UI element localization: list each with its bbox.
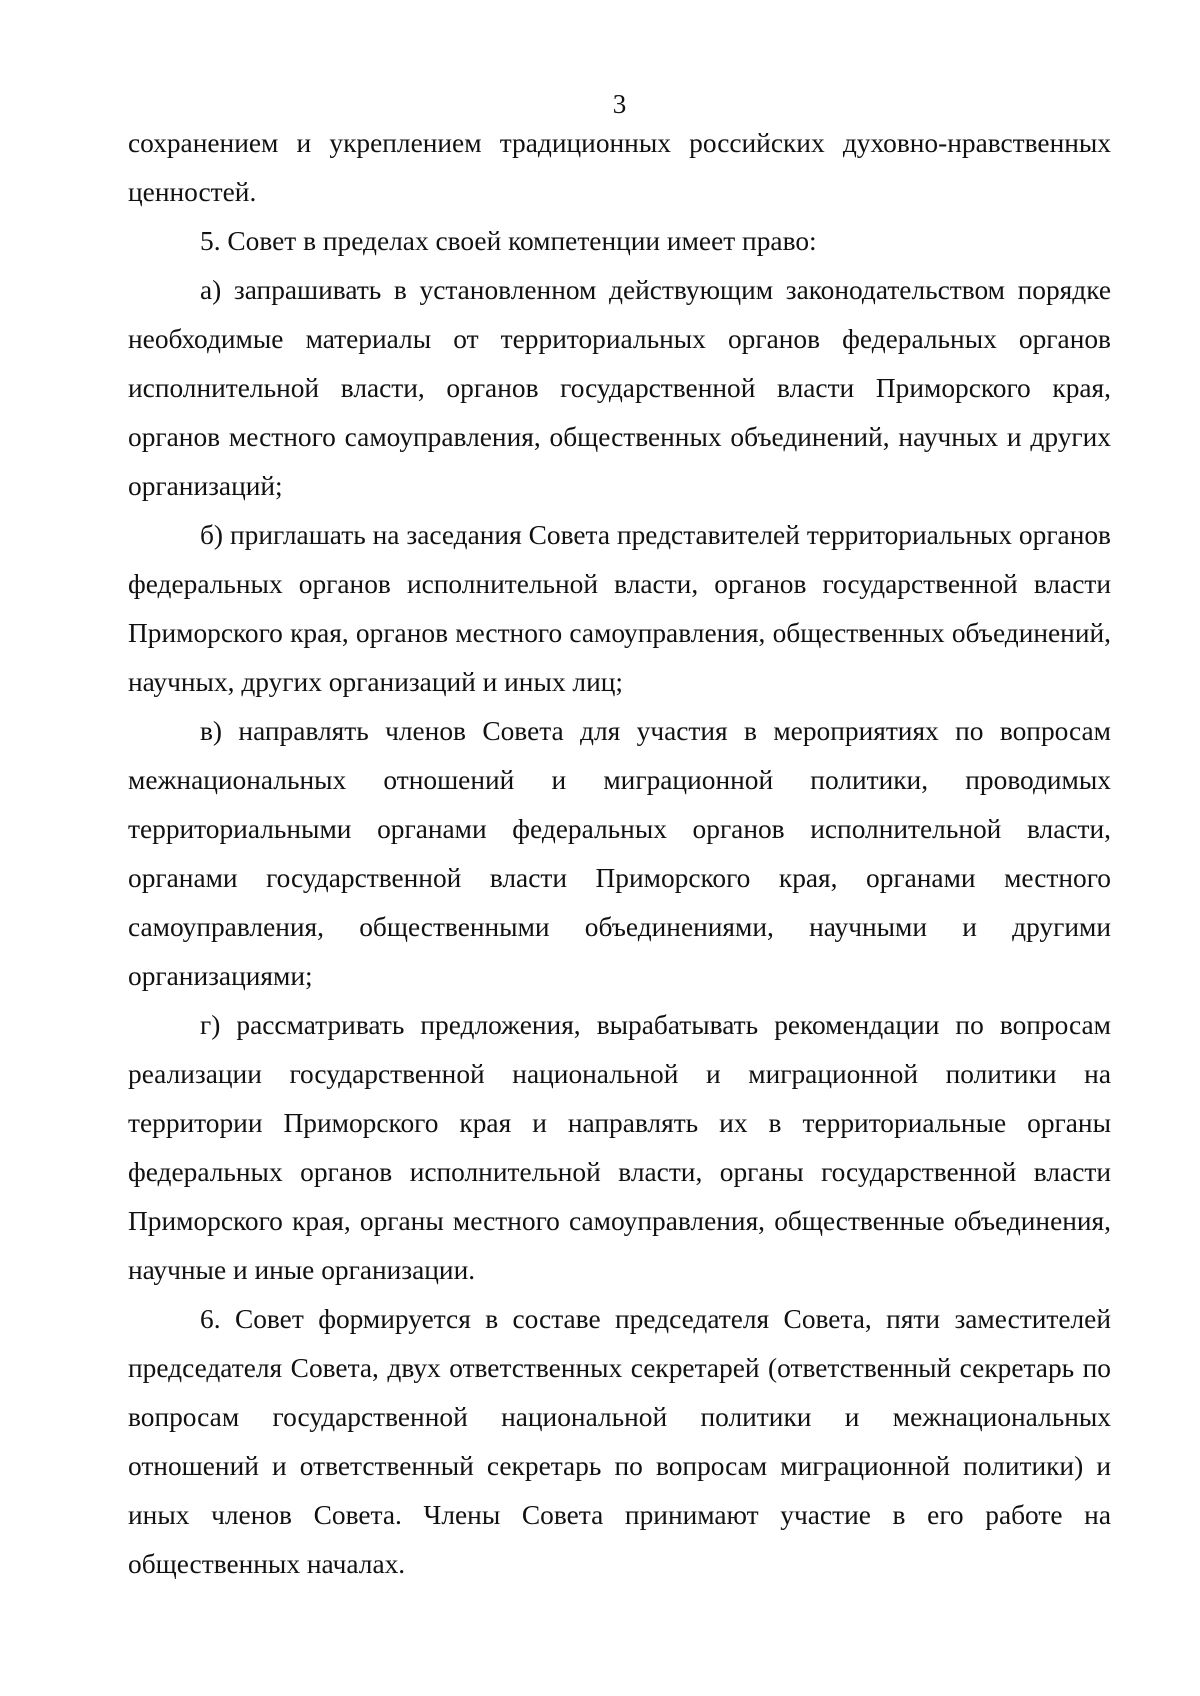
paragraph-item-5: 5. Совет в пределах своей компетенции имеет право: bbox=[200, 226, 817, 256]
paragraph-item-5b: б) приглашать на заседания Совета представителей территориальных органов федеральных органов исполнительной власти, органов государственной власти Приморского края, органов местного самоуправления, общественных объединений, научных, других организаций и иных лиц; bbox=[128, 520, 1111, 697]
paragraph-item-5a: а) запрашивать в установленном действующим законодательством порядке необходимые материалы от территориальных органов федеральных органов исполнительной власти, органов государственной власти Приморского края, органов местного самоуправления, общественных объединений, научных и других организаций; bbox=[128, 275, 1111, 501]
document-body bbox=[128, 119, 1111, 1589]
paragraph-item-5g: г) рассматривать предложения, вырабатывать рекомендации по вопросам реализации государственной национальной и миграционной политики на территории Приморского края и направлять их в территориальные органы федеральных органов исполнительной власти, органы государственной власти Приморского края, органы местного самоуправления, общественные объединения, научные и иные организации. bbox=[128, 1010, 1111, 1285]
paragraph-continuation: сохранением и укреплением традиционных российских духовно-нравственных ценностей. bbox=[128, 128, 1111, 207]
paragraph-item-5v: в) направлять членов Совета для участия в мероприятиях по вопросам межнациональных отношений и миграционной политики, проводимых территориальными органами федеральных органов исполнительной власти, органами государственной власти Приморского края, органами местного самоуправления, общественными объединениями, научными и другими организациями; bbox=[128, 716, 1111, 991]
paragraph-item-6: 6. Совет формируется в составе председателя Совета, пяти заместителей председателя Совета, двух ответственных секретарей (ответственный секретарь по вопросам государственной национальной политики и межнациональных отношений и ответственный секретарь по вопросам миграционной политики) и иных членов Совета. Члены Совета принимают участие в его работе на общественных началах. bbox=[128, 1304, 1111, 1579]
page-number: 3 bbox=[612, 89, 627, 119]
